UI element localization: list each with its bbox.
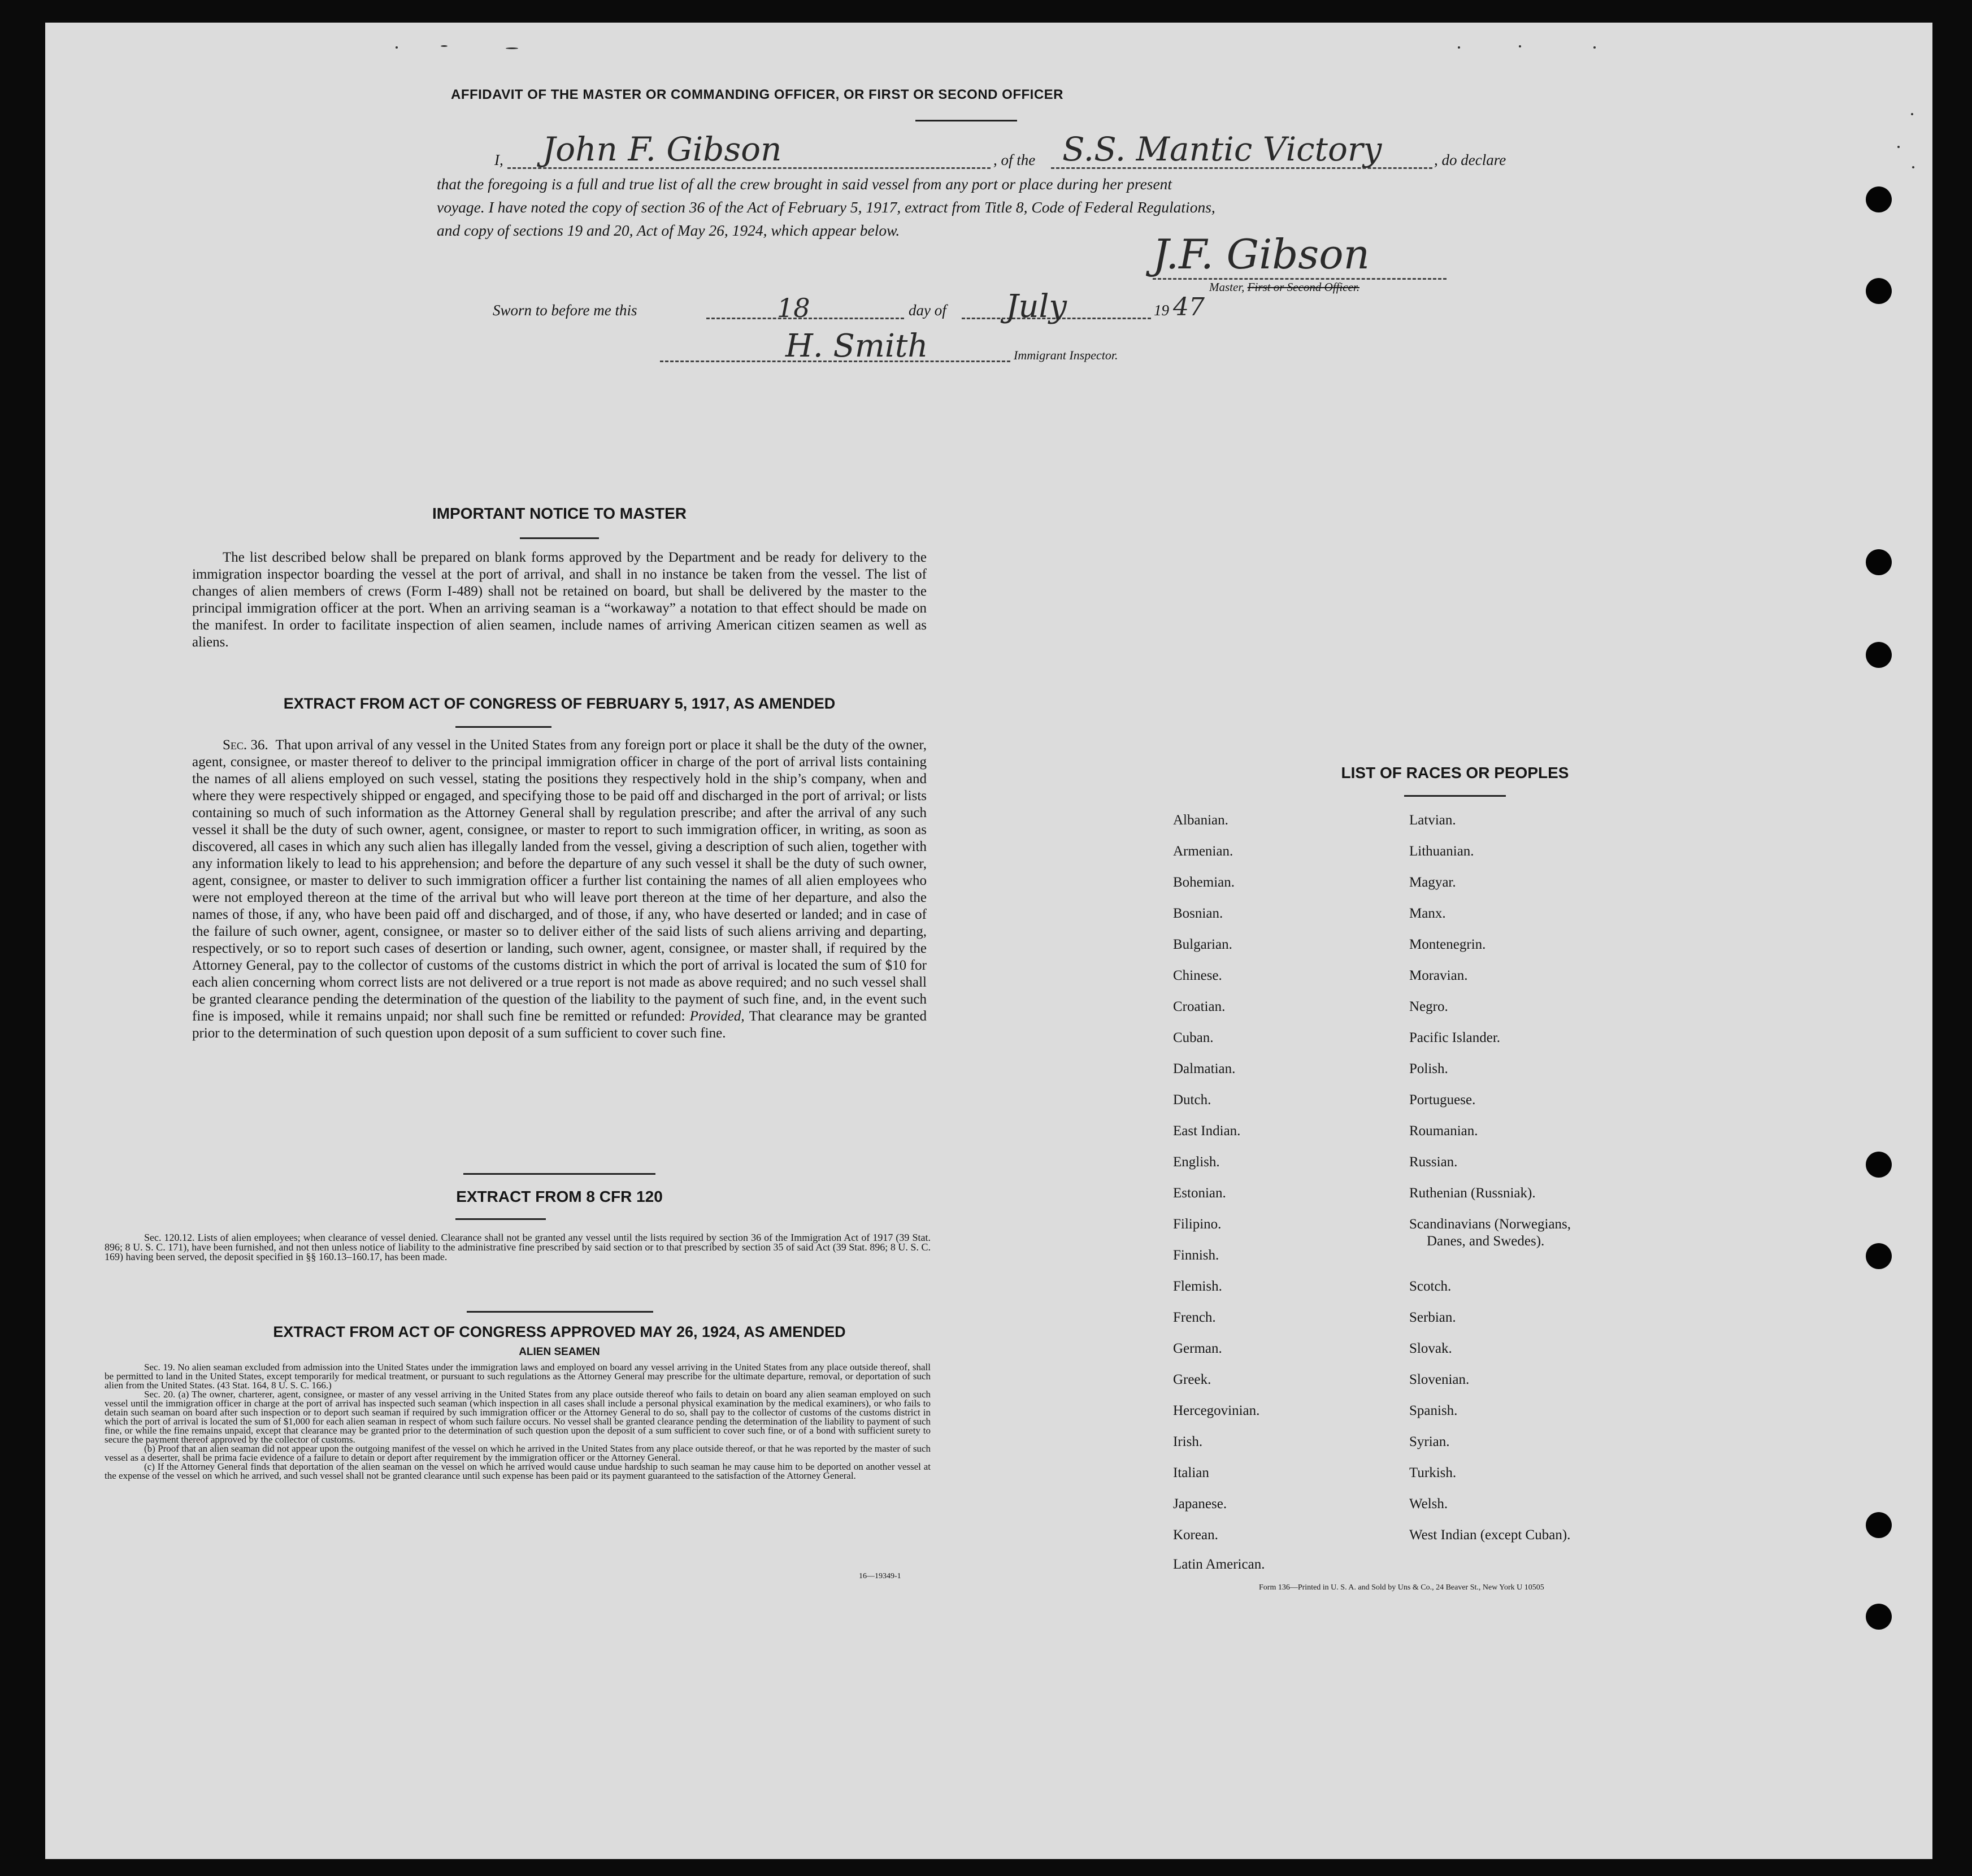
- race-item: Irish.: [1173, 1434, 1203, 1449]
- sec-36-text-b: That clearance may be granted prior to the determination of such question upon deposit of a sum sufficient to cover such fine.: [192, 1009, 927, 1041]
- race-item: Montenegrin.: [1409, 937, 1486, 952]
- race-item: Filipino.: [1173, 1217, 1222, 1232]
- race-item: East Indian.: [1173, 1123, 1241, 1139]
- year-suffix: 47: [1173, 293, 1205, 322]
- race-item: Flemish.: [1173, 1279, 1222, 1294]
- binder-hole: [1866, 1152, 1892, 1178]
- extract-1917-underline: [455, 726, 551, 728]
- notice-text: The list described below shall be prepared on blank forms approved by the Department and be ready for delivery to the immigration inspector boarding the vessel at the port of arrival, and shall in no instance be taken from the vessel. The list of changes of alien members of crews (Form I-489) shall not be retained on board, but shall be delivered by the master to the principal immigration officer at the port. When an arriving seaman is a “workaway” a notation to that effect should be made on the manifest. In order to facilitate inspection of alien seamen, include names of arriving American citizen seamen as well as aliens.: [192, 550, 927, 650]
- binder-hole: [1866, 642, 1892, 668]
- race-item: German.: [1173, 1341, 1222, 1356]
- race-item: Portuguese.: [1409, 1092, 1476, 1108]
- race-item: Dutch.: [1173, 1092, 1211, 1108]
- race-item: Lithuanian.: [1409, 844, 1474, 859]
- binder-hole: [1866, 186, 1892, 212]
- binder-hole: [1866, 549, 1892, 575]
- race-item: Croatian.: [1173, 999, 1226, 1014]
- race-item: Syrian.: [1409, 1434, 1450, 1449]
- scan-speck: [1593, 46, 1596, 49]
- race-item: Danes, and Swedes).: [1427, 1234, 1545, 1249]
- race-item: Manx.: [1409, 906, 1446, 921]
- race-item: Bosnian.: [1173, 906, 1223, 921]
- sec-36-text-a: That upon arrival of any vessel in the United States from any foreign port or place it shall be the duty of the owner, agent, consignee, or master thereof to deliver to the principal immigration officer in charge of the port of arrival lists containing the names of all aliens employed on such vessel, stating the positions they respectively hold in the ship’s company, when and where they were respectively shipped or engaged, and specifying those to be paid off and discharged in the port of arrival; or lists containing so much of such information as the Attorney General shall by regulation prescribe; and after the arrival of any such vessel it shall be the duty of such owner, agent, consignee, or master to report to such immigration officer, in writing, as soon as discovered, all cases in which any such alien has illegally landed from the vessel, giving a description of such alien, together with any information likely to lead to his apprehension; and before the departure of any such vessel it shall be the duty of such owner, agent, consignee, or master to deliver to such immigration officer a further list containing the names of all alien employees who were not employed thereon at the time of the arrival but who will leave port thereon at the time of her departure, and also the names of those, if any, who have been paid off and discharged, and of those, if any, who have deserted or landed; and in case of the failure of such owner, agent, consignee, or master so to deliver either of the said lists of such aliens arriving and departing, respectively, or so to report such cases of desertion or landing, such owner, agent, consignee, or master shall, if required by the Attorney General, pay to the collector of customs of the customs district in which the port of arrival is located the sum of $10 for each alien concerning whom correct lists are not delivered or a true report is not made as above required; and no such vessel shall be granted clearance pending the determination of the question of the liability to the payment of such fine, and, in the event such fine is imposed, while it remains unpaid; nor shall such fine be remitted or refunded:: [192, 737, 927, 1024]
- extract-1917-title: EXTRACT FROM ACT OF CONGRESS OF FEBRUARY 5, 1917, AS AMENDED: [283, 695, 836, 712]
- race-item: Magyar.: [1409, 875, 1456, 890]
- scan-speck: [396, 46, 398, 49]
- sec-19-text: Sec. 19. No alien seaman excluded from admission into the United States under the immigration laws and employed on board any vessel arriving in the United States from any place outside thereof, shall be permitted to land in the United States, except temporarily for medical treatment, or pursuant to such regulations as the Attorney General may prescribe for the ultimate departure, removal, or deportation of such alien from the United States. (43 Stat. 164, 8 U. S. C. 166.): [105, 1362, 931, 1391]
- of-the-label: , of the: [993, 151, 1036, 168]
- inspector-caption: Immigrant Inspector.: [1014, 348, 1118, 362]
- extract-1924-title: EXTRACT FROM ACT OF CONGRESS APPROVED MAY 26, 1924, AS AMENDED: [273, 1323, 846, 1340]
- cfr-title: EXTRACT FROM 8 CFR 120: [456, 1188, 663, 1205]
- race-item: Armenian.: [1173, 844, 1233, 859]
- race-item: Italian: [1173, 1465, 1209, 1480]
- scan-speck: [1519, 45, 1521, 47]
- race-item: Bulgarian.: [1173, 937, 1232, 952]
- race-item: Cuban.: [1173, 1030, 1214, 1045]
- vessel-name-handwriting: S.S. Mantic Victory: [1062, 130, 1382, 168]
- inspector-signature: H. Smith: [785, 328, 928, 364]
- sec-36-proviso: Provided,: [689, 1009, 745, 1024]
- race-item: Hercegovinian.: [1173, 1403, 1260, 1418]
- sec-20a-text: Sec. 20. (a) The owner, charterer, agent, consignee, or master of any vessel arriving in the United States from any place outside thereof who fails to detain on board any alien seaman employed on such vessel until the immigration officer in charge at the port of arrival has inspected such seaman (which inspection in all cases shall include a personal physical examination by the medical examiners), or who fails to detain such seaman on board after such inspection or to deport such seaman if required by such immigration officer or the Attorney General to do so, shall pay to the collector of customs of the customs district in which the port of arrival is located the sum of $1,000 for each alien seaman in respect of whom such failure occurs. No vessel shall be granted clearance pending the determination of the liability to payment of such fine, or while the fine remains unpaid, except that clearance may be granted prior to the determination of such question upon the deposit of a sum sufficient to cover such fine, or of a bond with sufficient surety to secure the payment thereof approved by the collector of customs.: [105, 1389, 931, 1445]
- binder-hole: [1866, 278, 1892, 304]
- scan-speck: [1458, 46, 1460, 49]
- sworn-day: 18: [777, 293, 810, 323]
- binder-hole: [1866, 1243, 1892, 1269]
- race-item: Moravian.: [1409, 968, 1468, 983]
- sworn-month: July: [1006, 288, 1067, 325]
- sec-20c-text: (c) If the Attorney General finds that deportation of the alien seaman on the vessel on which he arrived would cause undue hardship to such seaman he may cause him to be deported on another vessel at the expense of the vessel on which he arrived, and such vessel shall not be granted clearance until such expense has been paid or its payment guaranteed to the satisfaction of the Attorney General.: [105, 1461, 931, 1481]
- race-item: Finnish.: [1173, 1248, 1219, 1263]
- master-name-handwriting: John F. Gibson: [542, 130, 782, 168]
- inspector-signature-line: [660, 361, 1010, 362]
- extract-1924-subtitle: ALIEN SEAMEN: [519, 1346, 600, 1358]
- form-code: 16—19349-1: [859, 1572, 901, 1580]
- race-item: Greek.: [1173, 1372, 1211, 1387]
- race-item: Korean.: [1173, 1527, 1218, 1543]
- affidavit-line-3: voyage. I have noted the copy of section 36 of the Act of February 5, 1917, extract from Title 8, Code of Federal Regulations,: [437, 198, 1215, 216]
- affidavit-line-4: and copy of sections 19 and 20, Act of May 26, 1924, which appear below.: [437, 222, 900, 239]
- race-item: Negro.: [1409, 999, 1448, 1014]
- affidavit-i-label: I,: [494, 151, 503, 168]
- sworn-label: Sworn to before me this: [493, 302, 637, 319]
- master-signature-line: [1153, 278, 1447, 280]
- race-item: Scotch.: [1409, 1279, 1452, 1294]
- race-item: Latvian.: [1409, 813, 1456, 828]
- scan-speck: [441, 45, 448, 47]
- races-title: LIST OF RACES OR PEOPLES: [1341, 764, 1569, 781]
- race-item: Bohemian.: [1173, 875, 1235, 890]
- race-item: Dalmatian.: [1173, 1061, 1236, 1076]
- scan-speck: [1911, 113, 1913, 115]
- extract-1924-body: [105, 1363, 931, 1480]
- form-footer: Form 136—Printed in U. S. A. and Sold by Uns & Co., 24 Beaver St., New York U 10505: [1259, 1583, 1544, 1592]
- binder-hole: [1866, 1604, 1892, 1630]
- race-item: Ruthenian (Russniak).: [1409, 1185, 1536, 1201]
- affidavit-title: AFFIDAVIT OF THE MASTER OR COMMANDING OFFICER, OR FIRST OR SECOND OFFICER: [450, 87, 1064, 102]
- scan-speck: [1897, 146, 1900, 148]
- extract-1924-overline: [467, 1311, 653, 1313]
- race-item: Turkish.: [1409, 1465, 1457, 1480]
- day-of-label: day of: [909, 302, 946, 319]
- cfr-text: Sec. 120.12. Lists of alien employees; when clearance of vessel denied. Clearance shall not be granted any vessel until the lists required by section 36 of the Immigration Act of 1917 (39 Stat. 896; 8 U. S. C. 171), have been furnished, and not then unless notice of liability to the administrative fine prescribed by said section or to that prescribed by section 35 of said Act (39 Stat. 896; 8 U. S. C. 169) having been served, the deposit specified in §§ 160.13–160.17, has been made.: [105, 1232, 931, 1262]
- race-item: Albanian.: [1173, 813, 1228, 828]
- race-item: Slovenian.: [1409, 1372, 1470, 1387]
- year-prefix: 19: [1154, 302, 1169, 319]
- race-item: Spanish.: [1409, 1403, 1458, 1418]
- notice-title: IMPORTANT NOTICE TO MASTER: [432, 505, 687, 522]
- notice-title-underline: [520, 537, 599, 539]
- race-item: French.: [1173, 1310, 1216, 1325]
- race-item: Estonian.: [1173, 1185, 1226, 1201]
- race-item: Russian.: [1409, 1154, 1458, 1170]
- race-item: English.: [1173, 1154, 1220, 1170]
- affidavit-line-2: that the foregoing is a full and true list of all the crew brought in said vessel from any port or place during her present: [437, 175, 1172, 193]
- race-item: Serbian.: [1409, 1310, 1456, 1325]
- scan-speck: [506, 47, 518, 49]
- race-item: Welsh.: [1409, 1496, 1448, 1512]
- race-item: Roumanian.: [1409, 1123, 1478, 1139]
- title-underline: [915, 120, 1017, 121]
- race-item: Slovak.: [1409, 1341, 1452, 1356]
- cfr-overline: [463, 1173, 655, 1175]
- master-caption-prefix: Master,: [1209, 280, 1245, 294]
- cfr-underline: [455, 1218, 546, 1220]
- master-signature: J.F. Gibson: [1153, 231, 1370, 278]
- binder-hole: [1866, 1512, 1892, 1538]
- sec-36-label: Sec. 36.: [223, 737, 268, 753]
- document-page: [45, 23, 1932, 1859]
- race-item: West Indian (except Cuban).: [1409, 1527, 1571, 1543]
- race-item: Scandinavians (Norwegians,: [1409, 1217, 1571, 1232]
- master-caption: [1209, 280, 1359, 294]
- sec-20b-text: (b) Proof that an alien seaman did not appear upon the outgoing manifest of the vessel on which he arrived in the United States from any place outside thereof, or that he was reported by the master of such vessel as a deserter, shall be prima facie evidence of a failure to detain or deport after requirement by the immigration officer or the Attorney General.: [105, 1443, 931, 1463]
- extract-1917-text: [192, 737, 927, 1042]
- race-item: Latin American.: [1173, 1557, 1265, 1572]
- race-item: Pacific Islander.: [1409, 1030, 1501, 1045]
- race-item: Polish.: [1409, 1061, 1448, 1076]
- race-item: Chinese.: [1173, 968, 1222, 983]
- scan-speck: [1912, 166, 1914, 168]
- race-item: Japanese.: [1173, 1496, 1227, 1512]
- do-declare-label: , do declare: [1434, 151, 1506, 168]
- master-caption-struck: First or Second Officer.: [1247, 280, 1359, 294]
- races-title-underline: [1404, 795, 1506, 797]
